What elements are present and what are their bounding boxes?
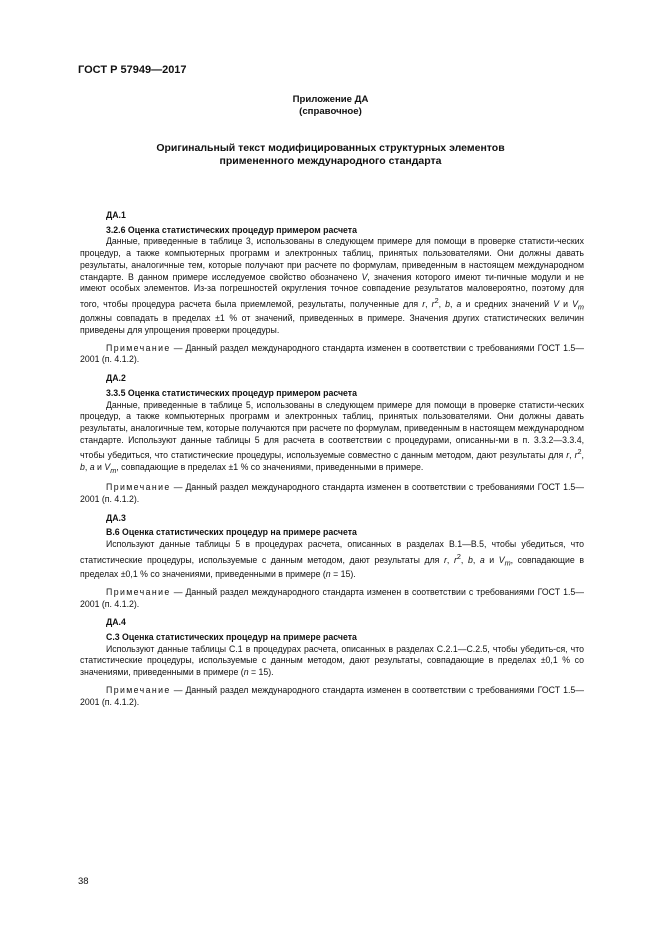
annex-heading bbox=[0, 94, 661, 118]
section-note bbox=[80, 343, 584, 366]
section-da1 bbox=[80, 210, 584, 366]
document-title bbox=[110, 142, 551, 168]
note-text: — Данный раздел международного стандарта изменен в соответствии с требованиями ГОСТ 1.5—2001 (п. 4.1.2). bbox=[80, 482, 584, 505]
note-text: — Данный раздел международного стандарта изменен в соответствии с требованиями ГОСТ 1.5—2001 (п. 4.1.2). bbox=[80, 684, 584, 707]
section-id: ДА.1 bbox=[106, 210, 126, 220]
section-da3 bbox=[80, 513, 584, 611]
title-line-2: примененного международного стандарта bbox=[219, 155, 442, 167]
section-note bbox=[80, 482, 584, 505]
page-number: 38 bbox=[78, 876, 89, 887]
annex-label: Приложение ДА bbox=[292, 94, 369, 105]
section-paragraph: Используют данные таблицы С.1 в процедурах расчета, описанных в разделах С.2.1—С.2.5, чтобы убедить-ся, что статистические процедуры, используемые с данным методом, дают результаты, совпадающие в пределах ±0,1 % со значениями, приведенными в примере (n = 15). bbox=[80, 643, 584, 678]
note-label: Примечание bbox=[106, 684, 171, 695]
section-id: ДА.4 bbox=[106, 617, 126, 628]
note-label: Примечание bbox=[106, 482, 171, 493]
document-body bbox=[80, 210, 584, 715]
section-heading: С.3 Оценка статистических процедур на примере расчета bbox=[106, 632, 357, 643]
section-note bbox=[80, 685, 584, 708]
section-da2 bbox=[80, 373, 584, 506]
section-heading: 3.3.5 Оценка статистических процедур примером расчета bbox=[106, 387, 357, 398]
section-heading: 3.2.6 Оценка статистических процедур примером расчета bbox=[106, 224, 357, 235]
note-text: — Данный раздел международного стандарта изменен в соответствии с требованиями ГОСТ 1.5—2001 (п. 4.1.2). bbox=[80, 586, 584, 609]
section-id: ДА.3 bbox=[106, 512, 126, 523]
annex-type: (справочное) bbox=[299, 106, 362, 117]
note-label: Примечание bbox=[106, 342, 171, 353]
section-heading: В.6 Оценка статистических процедур на примере расчета bbox=[106, 527, 357, 538]
section-da4 bbox=[80, 617, 584, 708]
title-line-1: Оригинальный текст модифицированных структурных элементов bbox=[156, 142, 505, 154]
section-paragraph: Данные, приведенные в таблице 5, использованы в следующем примере для помощи в проверке статисти-ческих процедур, а также компьютерных программ и электронных таблиц, принятых пользователями. Они должны давать результаты, аналогичные тем, которые получаются при расчете по формулам, приведенным в настоящем международном стандарте. Используют данные таблицы 5 для расчета в соответствии с процедурами, описанны-ми в п. 3.3.2—3.3.4, чтобы убедиться, что статистические процедуры, используемые совместно с данным методом, дают результаты для r, $r^2$, b, a и $V_m$, совпадающие в пределах ±1 % со значениями, приведенными в примере. bbox=[80, 399, 584, 475]
section-note bbox=[80, 587, 584, 610]
note-label: Примечание bbox=[106, 586, 171, 597]
section-paragraph: Данные, приведенные в таблице 3, использованы в следующем примере для помощи в проверке статисти-ческих процедур, а также компьютерных программ и электронных таблиц, принятых пользователями. Они должны давать результаты, аналогичные тем, которые получают при расчете по формулам, приведенным в настоящем международном стандарте. В данном примере исследуемое свойство обозначено V, значения которого имеют ти-пичные модули и не имеют особых элементов. Из-за погрешностей округления точное совпадение результатов маловероятно, поэтому для того, чтобы процедура расчета была приемлемой, результаты, полученные для r, $r^2$, b, a и средних значений V и $V_m$ должны совпадать в пределах ±1 % от значений, приведенных в примере. Значения других статистических величин приведены для упрощения проверки процедуры. bbox=[80, 236, 585, 335]
note-text: — Данный раздел международного стандарта изменен в соответствии с требованиями ГОСТ 1.5—2001 (п. 4.1.2). bbox=[80, 342, 584, 365]
section-paragraph: Используют данные таблицы 5 в процедурах расчета, описанных в разделах В.1—В.5, чтобы убедиться, что статистические процедуры, используемые с данным методом, дают результаты для r, $r^2$, b, a и $V_m$, совпадающие в пределах ±0,1 % со значениями, приведенными в примере (n = 15). bbox=[80, 539, 584, 580]
section-id: ДА.2 bbox=[106, 373, 126, 384]
standard-code-header: ГОСТ Р 57949—2017 bbox=[78, 64, 187, 76]
